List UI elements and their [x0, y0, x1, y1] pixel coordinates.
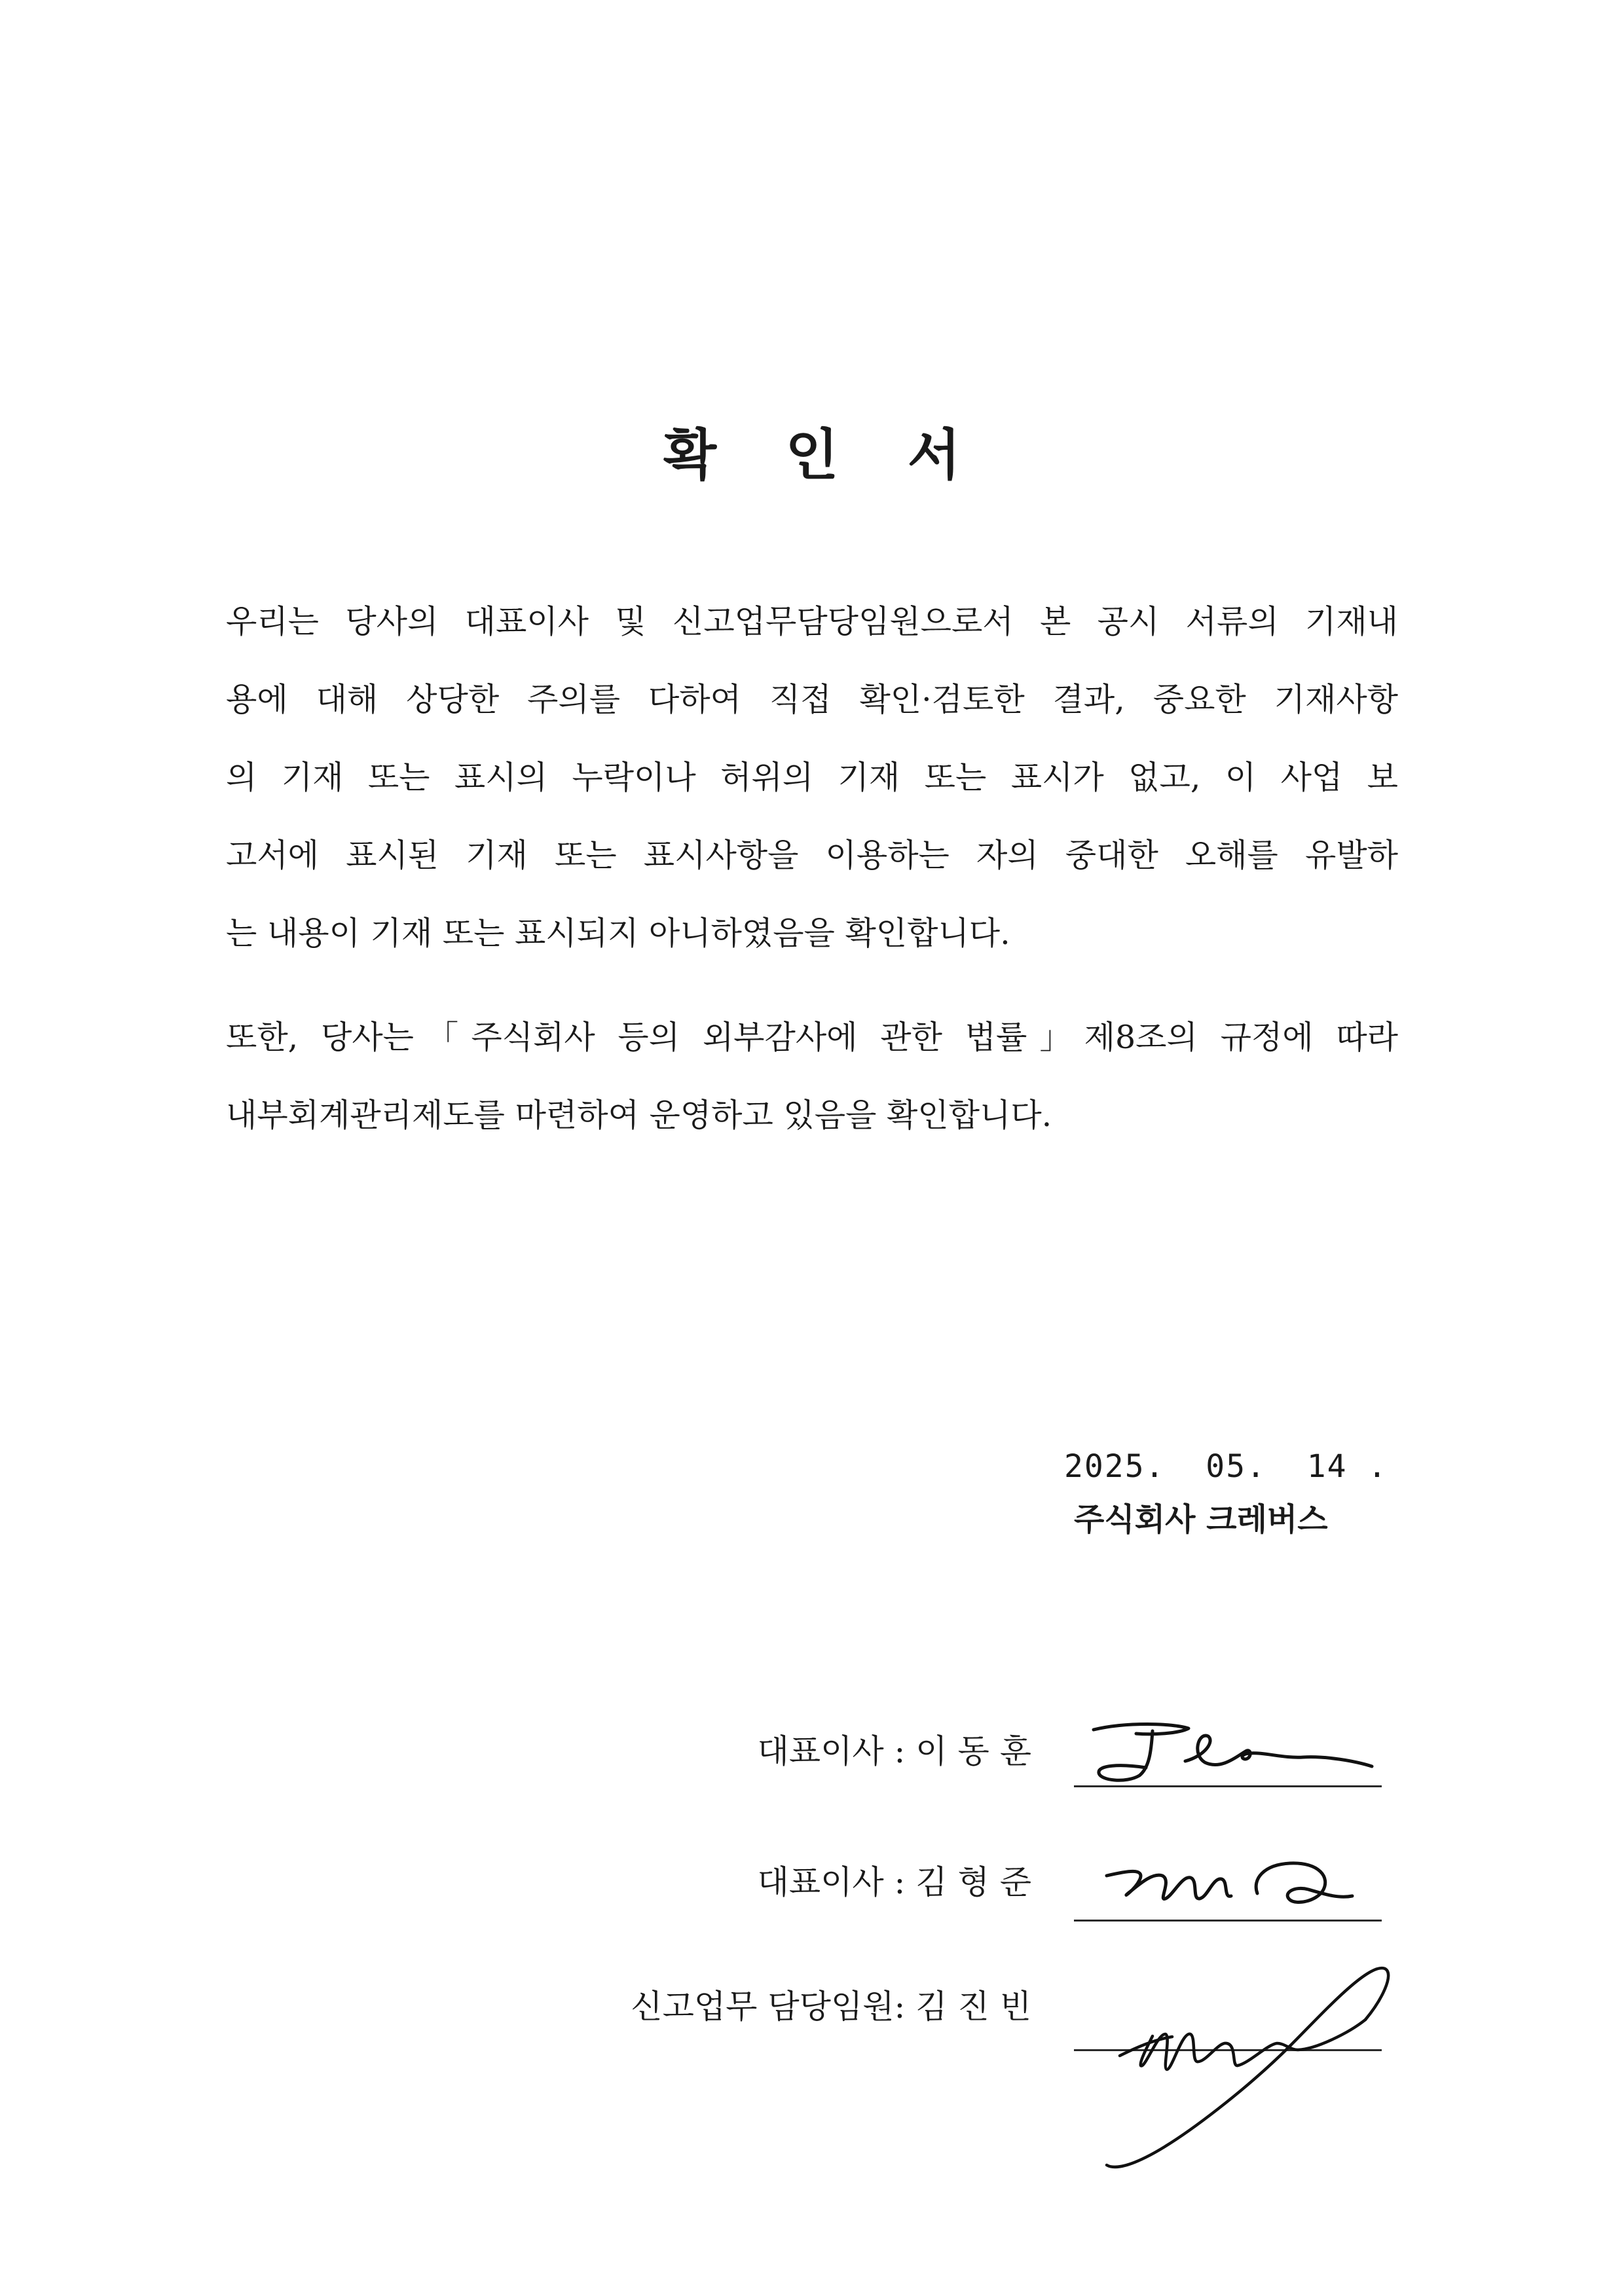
document-date: 2025. 05. 14 .: [1064, 1448, 1388, 1485]
company-name: 주식회사 크레버스: [1074, 1501, 1328, 1538]
signatory-row-ceo-1: [0, 1722, 1624, 1800]
paragraph-line: 용에 대해 상당한 주의를 다하여 직접 확인·검토한 결과, 중요한 기재사항: [226, 681, 1398, 718]
signature-image: [1041, 1922, 1408, 2183]
paragraph-internal-control: [226, 998, 1398, 1154]
paragraph-line: 고서에 표시된 기재 또는 표시사항을 이용하는 자의 중대한 오해를 유발하: [226, 837, 1398, 874]
paragraph-line: 는 내용이 기재 또는 표시되지 아니하였음을 확인합니다.: [226, 915, 1010, 952]
signatory-label: 대표이사 : 김 형 준: [757, 1863, 1031, 1901]
paragraph-line: 내부회계관리제도를 마련하여 운영하고 있음을 확인합니다.: [226, 1097, 1052, 1134]
signatory-label: 대표이사 : 이 동 훈: [757, 1732, 1031, 1770]
document-title: 확 인 서: [663, 423, 986, 487]
signatory-row-ceo-2: [0, 1853, 1624, 1931]
signatory-label: 신고업무 담당임원: 김 진 빈: [631, 1988, 1031, 2026]
signature-image: [1100, 1853, 1375, 1925]
signatory-row-disclosure-officer: [0, 1977, 1624, 2056]
paragraph-line: 의 기재 또는 표시의 누락이나 허위의 기재 또는 표시가 없고, 이 사업 보: [226, 759, 1398, 796]
paragraph-confirmation: [226, 583, 1398, 972]
paragraph-line: 또한, 당사는「주식회사 등의 외부감사에 관한 법률」제8조의 규정에 따라: [226, 1019, 1398, 1056]
signature-image: [1074, 1715, 1375, 1787]
paragraph-line: 우리는 당사의 대표이사 및 신고업무담당임원으로서 본 공시 서류의 기재내: [226, 603, 1398, 640]
